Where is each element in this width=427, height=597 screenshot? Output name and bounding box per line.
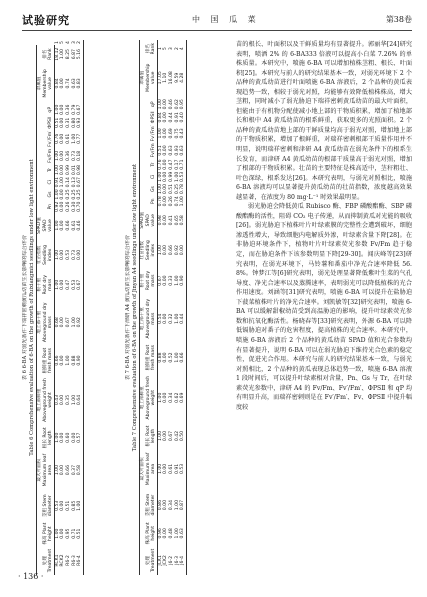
table7-cell: 0.91	[174, 463, 180, 474]
table6-cell: 0.98	[77, 164, 83, 176]
table6-cell: 0.00	[60, 355, 66, 366]
body-paragraph-1: 苗的根长、叶面积以及干鲜质量均有显著提升。郭丽华[24]研究表明，喷洒 2% 的 6-BA333 倍液可以提高小白菜 7.26% 的单株质量。本研究中，喷施 6-BA 可以增加植株茎粗、根长、叶面积[25]。本研究与前人的研究结果基本一致，对弱光环境下 2 个品种的黄瓜幼苗进行叶面喷施 6-BA 溶液后，2 个品种的黄瓜表现趋势一致，相较于弱光对照，均能够有效降低植株株高，增大茎粗，同时减小了弱光胁迫下瑞祥密刺黄瓜幼苗的最大叶面积，但能由于有机物分配使减小地上部的干物质积累，增加了植地部长和根中 A4 黄瓜幼苗的根系鲜重，获取更多的光照面积。2 个品种的黄瓜幼苗地上部的干鲜质量均高于弱光对照，增加地上部的干物质积累，增加了根鲜重，对瑞祥密刺根部干质量作用并不明显，说明瑞祥密刺和津研 A4 黄瓜幼苗在弱光条件下的根系生长发育，而津研 A4 黄瓜幼苗的根部干质量高于弱光对照，增加了根部的干物质积累。壮苗的主要特征是株高适中，茎秆粗壮、叶色深绿，根系发达[26]。本研究表明，与弱光对照相比，喷施 6-BA 溶液均可以显著提升黄瓜幼苗的壮苗指数，浓度越高效果越显著，在浓度为 80 mg·L⁻¹ 时效果最明显。	[236, 41, 412, 201]
table6-cell: 0.01	[71, 164, 77, 176]
article-body	[236, 40, 412, 412]
table7-header-cell: 隶属值 Membership value	[140, 57, 158, 98]
table6-cell: 1.00	[65, 355, 71, 366]
table7-cell: 4.28	[180, 57, 186, 98]
table7-header-cell: Gs	[140, 183, 158, 195]
table6-cell: 0.58	[77, 450, 83, 490]
table7-cell: 0.33	[168, 275, 174, 286]
table6-header-cell: 茎粗 Stem diameter	[37, 490, 55, 521]
table6-cell: 0.00	[60, 249, 66, 260]
table7-cell: 0.34	[168, 499, 174, 511]
table7-header-cell: 茎粗 Stem diameter	[140, 489, 158, 520]
table7-cell: 4	[180, 40, 186, 57]
table6-cell: 0.35	[65, 394, 71, 406]
table6-cell: 0.88	[71, 355, 77, 366]
table6-cell: 0.00	[60, 220, 66, 231]
table6-cell: 1.00	[54, 464, 60, 476]
table6-cell: 0.25	[65, 189, 71, 200]
table6-cell: 0.99	[65, 164, 71, 176]
table7-header-cell: 排名 Rank	[140, 40, 158, 57]
table6-caption-cn: 表 6 6-BA 对弱光条件下瑞祥密刺黄瓜幼苗生长影响的综合评价	[22, 234, 28, 381]
table7-cell: 0.58	[180, 207, 186, 233]
table6-cell: 0.26	[65, 201, 71, 212]
table7-cell: 0.51	[157, 145, 163, 156]
table6-cell: 0.37	[71, 464, 77, 476]
table7-header-cell: Fv′/Fm′	[140, 124, 158, 142]
table7-cell: 0.63	[180, 142, 186, 158]
table6-header-cell: 株高 Plant height	[37, 521, 55, 546]
table7-cell: 0.62	[174, 99, 180, 110]
table6-cell: 0.00	[71, 432, 77, 443]
table7-cell: 0.00	[163, 171, 169, 182]
table6-cell: 0.51	[54, 117, 60, 128]
table7-cell: 0.32	[168, 313, 174, 324]
table7-cell: 0.86	[157, 499, 163, 511]
table7-cell: 0.26	[168, 196, 174, 207]
table7	[139, 40, 187, 575]
table7-cell: 0.46	[168, 99, 174, 110]
table6-cell: 5	[60, 41, 66, 44]
table7-cell: 1.00	[174, 171, 180, 182]
table7-cell: 0.88	[157, 352, 163, 363]
table7-cell: 0.41	[168, 215, 174, 226]
table7-header-cell: Pn	[140, 195, 158, 207]
table6-cell: 0.53	[71, 279, 77, 290]
table6-cell: 0.18	[77, 148, 83, 164]
table6-cell: 0.14	[65, 177, 71, 188]
table6-cell: RCK1	[54, 554, 60, 567]
table6-cell: 0.66	[65, 464, 71, 476]
table7-cell: 17.05	[157, 71, 163, 85]
table6-header-cell: qP	[37, 104, 55, 116]
table6-cell: 0.64	[77, 374, 83, 425]
table7-cell: 1.00	[157, 171, 163, 182]
table7-header-cell: 最大叶面积 Maximum leaf area	[140, 448, 158, 489]
table6-cell: 0.61	[71, 220, 77, 231]
table7-cell: 0.50	[180, 424, 186, 449]
table7-header-cell: SPAD值 SPAD value	[140, 207, 158, 233]
table7-cell: 0.99	[168, 171, 174, 182]
table6-cell: 0.30	[71, 201, 77, 212]
volume-label: 第38卷	[385, 15, 412, 24]
table7-cell: 1.00	[180, 196, 186, 207]
table6-cell: R6-3	[71, 555, 77, 566]
table7-cell: 0.00	[163, 159, 169, 170]
table6-cell: 0.60	[65, 432, 71, 443]
table7-cell: 1.10	[163, 72, 169, 83]
table6-cell: 0.00	[60, 164, 66, 176]
table7-cell: 0.00	[163, 215, 169, 226]
table6-cell: 0.84	[54, 78, 60, 89]
table-row	[77, 40, 83, 575]
table6-cell: 0.36	[65, 150, 71, 161]
table7-cell: 1.00	[174, 275, 180, 286]
table6-cell: 0.47	[65, 279, 71, 290]
table6-cell: 0.00	[60, 78, 66, 89]
table6-cell: 0.70	[77, 201, 83, 212]
table7-cell: 0.90	[180, 267, 186, 294]
table7-cell: 0.00	[163, 528, 169, 539]
table6-header-cell: Fv′/Fm′	[37, 130, 55, 148]
table6-header-cell: 隶属值 Membership value	[37, 63, 55, 103]
table6-header-cell: Ci	[37, 176, 55, 188]
table6-cell: 1.00	[54, 220, 60, 231]
table7-cell: 0.74	[174, 196, 180, 207]
table6-cell: 0.46	[77, 213, 83, 238]
table7-cell: 2	[174, 47, 180, 51]
table7-cell: 0.00	[163, 392, 169, 403]
table6-header-cell: 排名 Rank	[37, 45, 55, 63]
table6-cell: 1.00	[60, 49, 66, 60]
table6-cell: 0.00	[60, 500, 66, 511]
table6-cell: 0.83	[77, 63, 83, 103]
table7-cell: 0.92	[174, 245, 180, 256]
table7-cell: 0.00	[163, 463, 169, 474]
table6	[36, 40, 84, 575]
table7-cell: 1.00	[174, 352, 180, 363]
table7-cell: J6-3	[174, 556, 180, 565]
table7-cell: 0.17	[174, 159, 180, 170]
table7-cell: 0.25	[174, 183, 180, 195]
table7-cell: 0.78	[180, 183, 186, 195]
table7-cell: 1.00	[157, 99, 163, 110]
table6-cell: 1.00	[71, 133, 77, 144]
table7-cell: 0.61	[168, 463, 174, 474]
table6-cell: 0.67	[77, 177, 83, 188]
table7-cell: 0.48	[168, 528, 174, 539]
table7-cell: 1	[157, 47, 163, 51]
table6-cell: 0.85	[71, 500, 77, 511]
table6-cell: 0.51	[65, 500, 71, 511]
table7-cell: 0.34	[168, 392, 174, 403]
table6-cell: 1.00	[71, 317, 77, 328]
table6-cell: 0.80	[71, 117, 77, 128]
table6-cell: 0.00	[60, 317, 66, 328]
table7-cell: 0.51	[168, 183, 174, 195]
table7-header-cell: Fv/Fm	[140, 142, 158, 158]
table6-cell: 1.00	[54, 164, 60, 176]
table7-cell: 0.40	[180, 112, 186, 123]
table6-cell: 0.76	[54, 133, 60, 144]
table6-cell: 1.00	[54, 104, 60, 115]
table6-cell: 1.00	[54, 279, 60, 290]
table6-cell: 0.00	[60, 189, 66, 200]
table7-cell: 0.00	[163, 352, 169, 363]
table7-cell: 0.43	[180, 124, 186, 142]
table7-cell: 0.78	[157, 196, 163, 207]
table7-cell: 0.53	[180, 448, 186, 489]
body-paragraph-2: 弱光胁迫会降低黄瓜 Rubisco 酶、FBP 磷酸酯酶、SBP 磷酸酯酶的活性，阻碍 CO₂ 电子传递，从而抑制黄瓜对光能的吸收[26]。弱光胁迫下植株叶片叶绿素膜的完整性会遭到破坏，细胞渗透性增大，导致细胞内电解质外渗，叶绿素含量下降[28]。在非胁迫环境条件下，植物叶片叶绿素荧光参数 Fv/Fm 趋于稳定，而在胁迫条件下该参数明显下降[29-30]。闻庆峰等[23]研究表明，在弱光环境下，马铃薯和番茄中净光合速率降低 56.8%。钟梦江等[6]研究表明，弱光处理显著降低紫叶生菜的气孔导度、净光合速率以及蒸腾速率，表明弱光可以降低植株的光合作用速度。刘涵等[31]研究表明，喷施 6-BA 可以提升在盐胁迫下菠菜植株叶片的净光合速率。刘凯敏等[32]研究表明，喷施 6-BA 可以缓解甜椒幼苗受到高温胁迫的影响，提升叶绿素荧光参数和抗氧化酶活性。杨晓春等[33]研究表明，外源 6-BA 可以降低镉胁迫对番子的危害程度，提高植株的光合速率。本研究中，喷施 6-BA 溶液后 2 个品种的黄瓜幼苗 SPAD 值和光合参数均有显著提升，说明 6-BA 可以在弱光胁迫下维持光合色素的稳定性，促进光合作用。本研究与前人的研究结果基本一致，与弱光对照相比，2 个品种的黄瓜表现总体趋势一致，喷施 6-BA 溶液 1 段时间后，可以提升叶绿素相对含量，Pn、Gs 与 Tr，在叶绿素荧光参数中，津研 A4 的 Fv/Fm、Fv′/Fm′、ФPSⅡ 和 qP 均有明显升高，而瑞祥密刺则是在 Fv′/Fm′、Fv、ФPSⅡ 中提升幅度较	[236, 203, 412, 411]
table6-header-cell: 地上部鲜重 Aboveground fresh weight	[37, 374, 55, 425]
table6-cell: 1.00	[54, 432, 60, 443]
table6-cell: 0.00	[60, 279, 66, 290]
table6-cell: 1.00	[54, 528, 60, 539]
table7-cell: 0.00	[163, 145, 169, 156]
table6-cell: 3	[71, 41, 77, 44]
table6-cell: 0.93	[77, 117, 83, 128]
table7-cell: 1.00	[174, 528, 180, 539]
table6-cell: 5.16	[77, 45, 83, 63]
table7-header-cell: Ci	[140, 171, 158, 183]
table7-cell: 9.59	[174, 72, 180, 83]
table7-cell: 0.67	[168, 430, 174, 442]
table6-cell: 1.00	[71, 394, 77, 406]
table6-cell: 0.00	[60, 133, 66, 144]
table7-cell: 0.66	[168, 245, 174, 256]
table7-cell: 0.00	[163, 499, 169, 511]
table6-cell: RCK2	[60, 554, 66, 567]
table7-block	[125, 40, 187, 575]
rotated-tables	[22, 40, 227, 575]
table7-cell: 0.00	[163, 313, 169, 324]
table6-header-cell: 根鲜重 Root fresh mass	[37, 347, 55, 375]
table6-cell: 0.00	[60, 432, 66, 443]
table6-cell: 0.66	[54, 355, 60, 366]
table6-header-cell: Gs	[37, 188, 55, 200]
table6-cell: 0.73	[71, 150, 77, 161]
table7-cell: 5	[163, 47, 169, 51]
table6-cell: R6-2	[65, 555, 71, 566]
table7-cell: 1.00	[174, 499, 180, 511]
table6-cell: 0.68	[54, 317, 60, 328]
table6-caption-en: Table 6 Comprehensive evaluation of 6-BA on the growth of Ruixiangmici seedlings under low light environment	[29, 159, 35, 456]
table6-cell: 0.91	[54, 177, 60, 188]
table7-cell: 1.00	[157, 463, 163, 474]
table6-cell: 0.00	[60, 150, 66, 161]
table6-cell: 0.66	[65, 220, 71, 231]
table7-cell: 1.00	[157, 430, 163, 442]
table6-cell: 0.67	[77, 272, 83, 298]
table6-header-cell: Tr	[37, 164, 55, 176]
table6-cell: 0.00	[77, 238, 83, 271]
table6-cell: 0.00	[60, 394, 66, 406]
table6-block	[22, 40, 84, 575]
page-number: · 136 ·	[18, 572, 44, 581]
table6-cell: 0.00	[60, 464, 66, 476]
table6-cell: 0.67	[77, 104, 83, 115]
table7-header-cell: qP	[140, 98, 158, 110]
table7-cell: 0.52	[168, 352, 174, 363]
table7-cell: 1.00	[174, 313, 180, 324]
table7-header-cell: 地上部干重 Aboveground dry mass	[140, 294, 158, 343]
table7-cell: 0.63	[180, 521, 186, 546]
table6-header-cell: 壮苗指数 Seedling index	[37, 238, 55, 271]
journal-title: 中 国 瓜 菜	[192, 15, 260, 24]
table6-cell: 1.00	[54, 189, 60, 200]
table6-cell: 0.36	[65, 104, 71, 115]
table7-cell: 0.67	[157, 275, 163, 286]
table6-cell: 0.43	[54, 394, 60, 406]
table7-cell: 1.00	[157, 245, 163, 256]
table7-cell: 1.00	[157, 183, 163, 195]
section-tag: 试验研究	[22, 14, 70, 27]
table6-cell: 18.12	[54, 47, 60, 61]
table7-cell: 0.96	[157, 528, 163, 539]
table7-header-cell: 根干重 Root dry mass	[140, 267, 158, 294]
table6-cell: 0.74	[65, 78, 71, 89]
table6-cell: 0.00	[60, 201, 66, 212]
table7-cell: 0.54	[157, 313, 163, 324]
table7-cell: 0.47	[168, 159, 174, 170]
table7-cell: 0.87	[180, 489, 186, 520]
table7-cell: 0.44	[180, 294, 186, 343]
table6-cell: 8.25	[65, 49, 71, 60]
table6-cell: 0.63	[71, 78, 77, 89]
table6-cell: R6-4	[77, 546, 83, 575]
table6-cell: 0.92	[54, 201, 60, 212]
table6-cell: 0.73	[71, 249, 77, 260]
table7-cell: 0.63	[168, 145, 174, 156]
table7-cell: 1.00	[157, 392, 163, 403]
table6-cell: 1.00	[77, 490, 83, 521]
table6-cell: 0.25	[71, 189, 77, 200]
table6-header-cell: SPAD值 SPAD value	[37, 213, 55, 238]
table7-cell: 0.98	[157, 215, 163, 226]
table7-cell: 0.91	[174, 112, 180, 123]
table6-cell: 1.00	[54, 150, 60, 161]
table7-cell: 16.08	[168, 71, 174, 85]
table6-cell: 0.00	[60, 104, 66, 115]
table6-cell: 0.95	[65, 528, 71, 539]
table7-cell: 0.00	[163, 99, 169, 110]
table6-cell: 2	[77, 41, 83, 44]
table7-cell: 0.71	[180, 159, 186, 170]
table6-header-cell: Fv/Fm	[37, 148, 55, 164]
table7-cell: 1.00	[157, 128, 163, 139]
table6-header-cell: 处理 Treatment	[37, 546, 55, 575]
table7-cell: 0.75	[174, 128, 180, 139]
table7-cell: 0.00	[163, 245, 169, 256]
page-header	[22, 10, 412, 32]
table6-cell: 0.51	[77, 521, 83, 546]
table6-cell: 0.25	[77, 189, 83, 200]
table7-cell: J6-4	[180, 546, 186, 575]
table7-header-cell: 地上部鲜重 Aboveground fresh weight	[140, 372, 158, 424]
table6-cell: 1.00	[60, 177, 66, 188]
table7-cell: JCK2	[163, 555, 169, 566]
table6-cell: 0.61	[65, 133, 71, 144]
table6-cell: 0.31	[65, 117, 71, 128]
table7-cell: 0.00	[163, 275, 169, 286]
table7-header-cell: 壮苗指数 Seedling index	[140, 233, 158, 267]
table6-header-cell: 最大叶面积 Maximum leaf area	[37, 450, 55, 490]
table7-header-cell: 处理 Treatment	[140, 546, 158, 575]
table6-cell: 6.87	[71, 49, 77, 60]
table7-cell: 0.62	[174, 392, 180, 403]
table6-header-cell: 根长 Root length	[37, 426, 55, 450]
table7-cell: JCK1	[157, 555, 163, 566]
table7-cell: 0.84	[157, 112, 163, 123]
table7-cell: 0.00	[163, 128, 169, 139]
table6-cell: 0.71	[71, 528, 77, 539]
table7-cell: 0.93	[174, 145, 180, 156]
table6-cell: 0.92	[77, 298, 83, 347]
table6-cell: 4	[65, 41, 71, 44]
table7-caption-en: Table 7 Comprehensive evaluation of 6-BA on the growth of Jinyan A4 seedlings under low light environment	[132, 163, 138, 452]
table7-cell: 0.69	[168, 128, 174, 139]
table7-cell: 0.00	[163, 183, 169, 195]
table7-cell: 0.00	[180, 233, 186, 267]
table7-cell: 0.00	[163, 112, 169, 123]
table7-cell: 0.76	[157, 159, 163, 170]
table6-cell: 1	[54, 41, 60, 44]
table7-header-cell: 株高 Plant height	[140, 521, 158, 546]
table6-header-cell: ФPSⅡ	[37, 116, 55, 130]
table7-cell: 0.00	[163, 430, 169, 442]
table7-header-cell: ФPSⅡ	[140, 110, 158, 124]
table6-cell: 0.77	[77, 130, 83, 148]
table7-caption-cn: 表 7 6-BA 对弱光条件下津研 A4 黄瓜幼苗生长影响的综合评价	[125, 234, 131, 381]
table6-cell: 0.13	[71, 177, 77, 188]
table6-cell: 0.00	[60, 117, 66, 128]
header-rule	[22, 30, 412, 31]
table6-header-cell: 根干重 Root dry mass	[37, 272, 55, 298]
table7-cell: J6-2	[168, 556, 174, 565]
table6-header-cell: 地上部干重 Aboveground dry mass	[37, 298, 55, 347]
table6-cell: 0.90	[77, 347, 83, 375]
table6-cell: 0.57	[77, 426, 83, 450]
table6-cell: 0.79	[71, 104, 77, 115]
table6-cell: 0.00	[60, 528, 66, 539]
table7-cell: 0.00	[163, 196, 169, 207]
table6-header-cell: Pn	[37, 201, 55, 213]
table7-cell: 0.66	[180, 343, 186, 371]
table7-cell: 0.69	[180, 372, 186, 424]
table7-cell: 3	[168, 47, 174, 51]
table6-cell: 0.53	[65, 249, 71, 260]
table7-cell: 0.95	[180, 99, 186, 110]
table7-header-cell: 根鲜重 Root fresh mass	[140, 343, 158, 371]
table7-cell: 0.44	[168, 112, 174, 123]
table-row	[180, 40, 186, 575]
table7-header-cell: 根长 Root length	[140, 424, 158, 449]
table6-cell: 0.53	[54, 500, 60, 511]
table6-cell: 1.00	[54, 249, 60, 260]
table7-cell: 0.53	[180, 171, 186, 182]
table7-cell: 0.42	[174, 430, 180, 442]
table7-header-cell: Tr	[140, 158, 158, 170]
table6-cell: 0.67	[65, 317, 71, 328]
table7-cell: 0.65	[174, 215, 180, 226]
